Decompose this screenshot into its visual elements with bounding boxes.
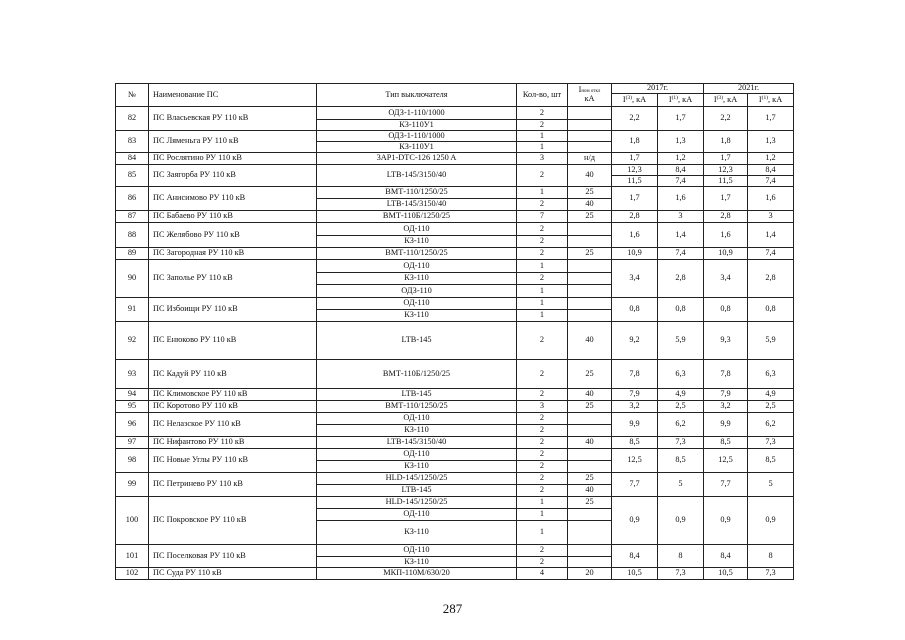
fault-current-2017-i1: 8,4 [658, 165, 704, 176]
fault-current-2017-i1: 1,2 [658, 153, 704, 165]
breaker-quantity: 1 [517, 131, 568, 142]
page-number: 287 [442, 601, 463, 616]
fault-current-2021-i1: 1,4 [748, 223, 794, 248]
breaker-type: ОД-110 [317, 223, 517, 236]
breaker-type: ОДЗ-1-110/1000 [317, 107, 517, 120]
fault-current-2017-i1: 7,3 [658, 568, 704, 580]
substation-name: ПС Енюково РУ 110 кВ [149, 322, 317, 360]
rated-breaking-current [568, 449, 612, 461]
breaker-quantity: 2 [517, 322, 568, 360]
row-number: 92 [116, 322, 149, 360]
substation-name: ПС Петринево РУ 110 кВ [149, 473, 317, 497]
substation-name: ПС Поселковая РУ 110 кВ [149, 545, 317, 568]
fault-current-2021-i3: 12,3 [704, 165, 748, 176]
fault-current-2017-i1: 1,3 [658, 131, 704, 153]
breaker-quantity: 2 [517, 120, 568, 131]
row-number: 96 [116, 413, 149, 437]
breaker-type: КЗ-110 [317, 425, 517, 437]
fault-current-2017-i3: 3,2 [612, 401, 658, 413]
fault-current-2021-i1: 1,3 [748, 131, 794, 153]
fault-current-2021-i1: 4,9 [748, 389, 794, 401]
breaker-type: ОД-110 [317, 509, 517, 521]
fault-current-2021-i1: 7,3 [748, 437, 794, 449]
header-num: № [116, 84, 149, 107]
substation-name: ПС Суда РУ 110 кВ [149, 568, 317, 580]
header-year-2021: 2021г. [704, 84, 794, 94]
breaker-quantity: 2 [517, 449, 568, 461]
fault-current-2017-i1: 7,4 [658, 248, 704, 260]
substation-name: ПС Климовское РУ 110 кВ [149, 389, 317, 401]
breaker-type: КЗ-110У1 [317, 120, 517, 131]
rated-breaking-current [568, 425, 612, 437]
breaker-type: КЗ-110 [317, 521, 517, 545]
fault-current-2017-i1: 1,4 [658, 223, 704, 248]
fault-current-2021-i1: 0,8 [748, 298, 794, 322]
fault-current-2021-i1: 1,6 [748, 187, 794, 211]
fault-current-2017-i3: 9,2 [612, 322, 658, 360]
substation-name: ПС Загородная РУ 110 кВ [149, 248, 317, 260]
header-quantity: Кол-во, шт [517, 84, 568, 107]
table-row [116, 413, 794, 425]
fault-current-2017-i1: 7,3 [658, 437, 704, 449]
fault-current-2021-i1: 7,3 [748, 568, 794, 580]
table-row [116, 568, 794, 580]
breaker-type: ВМТ-110Б/1250/25 [317, 360, 517, 389]
breaker-quantity: 3 [517, 401, 568, 413]
rated-breaking-current [568, 298, 612, 310]
breaker-type: ОД-110 [317, 545, 517, 557]
fault-current-2021-i3: 1,7 [704, 153, 748, 165]
fault-current-2021-i1: 5,9 [748, 322, 794, 360]
substation-name: ПС Рослятино РУ 110 кВ [149, 153, 317, 165]
breaker-quantity: 2 [517, 360, 568, 389]
fault-current-2017-i3: 1,7 [612, 153, 658, 165]
rated-breaking-current [568, 413, 612, 425]
table-row [116, 153, 794, 165]
header-substation-name: Наименование ПС [149, 84, 317, 107]
rated-breaking-current: 25 [568, 497, 612, 509]
fault-current-2017-i3: 8,4 [612, 545, 658, 568]
breaker-type: HLD-145/1250/25 [317, 497, 517, 509]
row-number: 91 [116, 298, 149, 322]
breaker-quantity: 1 [517, 521, 568, 545]
fault-current-2017-i1: 5,9 [658, 322, 704, 360]
fault-current-2017-i1: 8,5 [658, 449, 704, 473]
fault-current-2017-i3: 2,8 [612, 211, 658, 223]
breaker-type: LTB-145/3150/40 [317, 437, 517, 449]
breaker-type: КЗ-110 [317, 557, 517, 568]
fault-current-2021-i3: 2,2 [704, 107, 748, 131]
breaker-type: LTB-145 [317, 389, 517, 401]
rated-breaking-current [568, 557, 612, 568]
table-header [116, 84, 794, 107]
fault-current-2021-i3: 7,7 [704, 473, 748, 497]
header-2021-i3: $I^{(3)}$, кА [704, 94, 748, 107]
table-row [116, 165, 794, 176]
substation-name: ПС Нелазское РУ 110 кВ [149, 413, 317, 437]
table-row [116, 187, 794, 199]
row-number: 84 [116, 153, 149, 165]
breaker-quantity: 1 [517, 260, 568, 273]
substation-name: ПС Нифантово РУ 110 кВ [149, 437, 317, 449]
fault-current-2017-i3: 7,7 [612, 473, 658, 497]
rated-breaking-current [568, 107, 612, 120]
row-number: 87 [116, 211, 149, 223]
breaker-type: КЗ-110 [317, 273, 517, 285]
row-number: 93 [116, 360, 149, 389]
table-row [116, 389, 794, 401]
breaker-type: КЗ-110У1 [317, 142, 517, 153]
breaker-quantity: 2 [517, 557, 568, 568]
breaker-quantity: 7 [517, 211, 568, 223]
fault-current-2017-i3: 0,8 [612, 298, 658, 322]
breaker-quantity: 2 [517, 485, 568, 497]
fault-current-2017-i3: 10,5 [612, 568, 658, 580]
fault-current-2021-i1: 1,7 [748, 107, 794, 131]
fault-current-2017-i3: 3,4 [612, 260, 658, 298]
table-body [116, 107, 794, 580]
row-number: 95 [116, 401, 149, 413]
fault-current-2021-i3: 9,9 [704, 413, 748, 437]
breaker-quantity: 4 [517, 568, 568, 580]
fault-current-2017-i3: 12,5 [612, 449, 658, 473]
breaker-quantity: 2 [517, 437, 568, 449]
row-number: 94 [116, 389, 149, 401]
table-row [116, 545, 794, 557]
row-number: 101 [116, 545, 149, 568]
row-number: 97 [116, 437, 149, 449]
fault-current-2017-i1: 6,3 [658, 360, 704, 389]
row-number: 85 [116, 165, 149, 187]
breaker-quantity: 2 [517, 425, 568, 437]
substation-name: ПС Покровское РУ 110 кВ [149, 497, 317, 545]
breaker-type: КЗ-110 [317, 461, 517, 473]
fault-current-2017-i3: 1,6 [612, 223, 658, 248]
fault-current-2021-i1: 3 [748, 211, 794, 223]
breaker-type: ВМТ-110/1250/25 [317, 248, 517, 260]
breaker-quantity: 1 [517, 285, 568, 298]
row-number: 100 [116, 497, 149, 545]
substation-name: ПС Бабаево РУ 110 кВ [149, 211, 317, 223]
table-row [116, 298, 794, 310]
fault-current-2017-i3: 1,7 [612, 187, 658, 211]
fault-current-2021-i3: 3,4 [704, 260, 748, 298]
breaker-type: LTB-145/3150/40 [317, 165, 517, 187]
fault-current-2017-i3: 9,9 [612, 413, 658, 437]
rated-breaking-current [568, 120, 612, 131]
rated-breaking-current: н/д [568, 153, 612, 165]
breaker-type: LTB-145/3150/40 [317, 199, 517, 211]
table-row [116, 211, 794, 223]
substation-name: ПС Ляменьга РУ 110 кВ [149, 131, 317, 153]
breaker-quantity: 1 [517, 187, 568, 199]
rated-breaking-current [568, 509, 612, 521]
row-number: 90 [116, 260, 149, 298]
rated-breaking-current: 40 [568, 165, 612, 187]
breaker-type: HLD-145/1250/25 [317, 473, 517, 485]
fault-current-2021-i1: 5 [748, 473, 794, 497]
breaker-type: ОДЗ-110 [317, 285, 517, 298]
substation-name: ПС Коротово РУ 110 кВ [149, 401, 317, 413]
fault-current-2021-i1: 6,2 [748, 413, 794, 437]
breaker-type: LTB-145 [317, 485, 517, 497]
fault-current-2017-i1: 1,6 [658, 187, 704, 211]
fault-current-2017-i3: 8,5 [612, 437, 658, 449]
rated-breaking-current: 20 [568, 568, 612, 580]
header-rated-current-symbol: Iном откл [578, 85, 601, 95]
header-2021-i1: $I^{(1)}$, кА [748, 94, 794, 107]
fault-current-2017-i1: 2,8 [658, 260, 704, 298]
table-row [116, 473, 794, 485]
rated-breaking-current: 40 [568, 485, 612, 497]
rated-breaking-current [568, 521, 612, 545]
breaker-quantity: 1 [517, 298, 568, 310]
circuit-breaker-table [115, 83, 794, 580]
breaker-quantity: 1 [517, 310, 568, 322]
header-2017-i1: $I^{(1)}$, кА [658, 94, 704, 107]
fault-current-2017-i1: 5 [658, 473, 704, 497]
fault-current-2021-i3: 10,9 [704, 248, 748, 260]
breaker-quantity: 2 [517, 473, 568, 485]
table-row [116, 437, 794, 449]
breaker-quantity: 1 [517, 509, 568, 521]
fault-current-2021-i1: 2,5 [748, 401, 794, 413]
rated-breaking-current: 40 [568, 437, 612, 449]
breaker-quantity: 2 [517, 461, 568, 473]
fault-current-2021-i3: 2,8 [704, 211, 748, 223]
table-row [116, 223, 794, 236]
fault-current-2021-i1: 7,4 [748, 176, 794, 187]
row-number: 89 [116, 248, 149, 260]
table-row [116, 497, 794, 509]
row-number: 83 [116, 131, 149, 153]
breaker-type: ОД-110 [317, 449, 517, 461]
breaker-quantity: 2 [517, 165, 568, 187]
table-row [116, 401, 794, 413]
breaker-quantity: 2 [517, 107, 568, 120]
breaker-type: МКП-110М/630/20 [317, 568, 517, 580]
fault-current-2021-i3: 11,5 [704, 176, 748, 187]
breaker-type: ВМТ-110Б/1250/25 [317, 211, 517, 223]
row-number: 98 [116, 449, 149, 473]
rated-breaking-current [568, 461, 612, 473]
fault-current-2021-i3: 12,5 [704, 449, 748, 473]
fault-current-2021-i3: 1,7 [704, 187, 748, 211]
fault-current-2021-i1: 8,5 [748, 449, 794, 473]
substation-name: ПС Заполье РУ 110 кВ [149, 260, 317, 298]
breaker-quantity: 2 [517, 223, 568, 236]
breaker-quantity: 2 [517, 389, 568, 401]
substation-name: ПС Кадуй РУ 110 кВ [149, 360, 317, 389]
breaker-quantity: 2 [517, 248, 568, 260]
breaker-quantity: 2 [517, 273, 568, 285]
breaker-type: ВМТ-110/1250/25 [317, 187, 517, 199]
fault-current-2021-i3: 7,9 [704, 389, 748, 401]
row-number: 102 [116, 568, 149, 580]
breaker-type: КЗ-110 [317, 310, 517, 322]
rated-breaking-current: 25 [568, 187, 612, 199]
fault-current-2021-i1: 7,4 [748, 248, 794, 260]
rated-breaking-current: 40 [568, 389, 612, 401]
table-row [116, 248, 794, 260]
breaker-type: ОД-110 [317, 413, 517, 425]
breaker-quantity: 2 [517, 199, 568, 211]
rated-breaking-current [568, 223, 612, 236]
header-rated-current [568, 84, 612, 107]
breaker-type: ВМТ-110/1250/25 [317, 401, 517, 413]
breaker-type: ОД-110 [317, 298, 517, 310]
fault-current-2021-i3: 1,8 [704, 131, 748, 153]
rated-breaking-current [568, 260, 612, 273]
fault-current-2017-i1: 0,8 [658, 298, 704, 322]
table-row [116, 260, 794, 273]
table-row [116, 131, 794, 142]
row-number: 86 [116, 187, 149, 211]
row-number: 88 [116, 223, 149, 248]
rated-breaking-current: 25 [568, 211, 612, 223]
fault-current-2017-i1: 2,5 [658, 401, 704, 413]
fault-current-2017-i3: 10,9 [612, 248, 658, 260]
breaker-type: КЗ-110 [317, 236, 517, 248]
fault-current-2017-i3: 1,8 [612, 131, 658, 153]
breaker-quantity: 3 [517, 153, 568, 165]
breaker-type: LTB-145 [317, 322, 517, 360]
rated-breaking-current [568, 142, 612, 153]
substation-name: ПС Избоищи РУ 110 кВ [149, 298, 317, 322]
fault-current-2017-i3: 7,8 [612, 360, 658, 389]
rated-breaking-current: 25 [568, 473, 612, 485]
row-number: 99 [116, 473, 149, 497]
fault-current-2017-i3: 2,2 [612, 107, 658, 131]
fault-current-2017-i1: 1,7 [658, 107, 704, 131]
rated-breaking-current: 40 [568, 199, 612, 211]
fault-current-2021-i1: 6,3 [748, 360, 794, 389]
table-row [116, 449, 794, 461]
fault-current-2021-i3: 1,6 [704, 223, 748, 248]
rated-breaking-current [568, 545, 612, 557]
header-year-2017: 2017г. [612, 84, 704, 94]
fault-current-2021-i1: 1,2 [748, 153, 794, 165]
fault-current-2017-i3: 7,9 [612, 389, 658, 401]
rated-breaking-current [568, 273, 612, 285]
table-row [116, 107, 794, 120]
rated-breaking-current: 40 [568, 322, 612, 360]
rated-breaking-current: 25 [568, 248, 612, 260]
substation-name: ПС Анисимово РУ 110 кВ [149, 187, 317, 211]
breaker-quantity: 2 [517, 545, 568, 557]
table-row [116, 322, 794, 360]
rated-breaking-current [568, 310, 612, 322]
substation-name: ПС Заягорба РУ 110 кВ [149, 165, 317, 187]
fault-current-2021-i3: 9,3 [704, 322, 748, 360]
fault-current-2021-i3: 0,9 [704, 497, 748, 545]
fault-current-2021-i3: 8,4 [704, 545, 748, 568]
substation-name: ПС Власьевская РУ 110 кВ [149, 107, 317, 131]
fault-current-2017-i1: 8 [658, 545, 704, 568]
rated-breaking-current [568, 131, 612, 142]
fault-current-2021-i1: 2,8 [748, 260, 794, 298]
fault-current-2021-i3: 10,5 [704, 568, 748, 580]
breaker-quantity: 1 [517, 497, 568, 509]
rated-breaking-current: 25 [568, 360, 612, 389]
breaker-quantity: 2 [517, 236, 568, 248]
fault-current-2021-i3: 8,5 [704, 437, 748, 449]
breaker-quantity: 1 [517, 142, 568, 153]
breaker-type: ОДЗ-1-110/1000 [317, 131, 517, 142]
rated-breaking-current [568, 285, 612, 298]
fault-current-2021-i3: 3,2 [704, 401, 748, 413]
breaker-quantity: 2 [517, 413, 568, 425]
breaker-type: ОД-110 [317, 260, 517, 273]
fault-current-2021-i1: 8 [748, 545, 794, 568]
row-number: 82 [116, 107, 149, 131]
substation-name: ПС Новые Углы РУ 110 кВ [149, 449, 317, 473]
header-rated-current-unit: кА [584, 94, 595, 103]
fault-current-2021-i3: 0,8 [704, 298, 748, 322]
fault-current-2021-i1: 8,4 [748, 165, 794, 176]
rated-breaking-current [568, 236, 612, 248]
fault-current-2017-i3: 11,5 [612, 176, 658, 187]
fault-current-2021-i1: 0,9 [748, 497, 794, 545]
fault-current-2017-i1: 6,2 [658, 413, 704, 437]
rated-breaking-current: 25 [568, 401, 612, 413]
header-breaker-type: Тип выключателя [317, 84, 517, 107]
breaker-type: 3AP1-DTC-126 1250 A [317, 153, 517, 165]
fault-current-2017-i1: 0,9 [658, 497, 704, 545]
fault-current-2017-i1: 7,4 [658, 176, 704, 187]
table-row [116, 360, 794, 389]
fault-current-2017-i1: 4,9 [658, 389, 704, 401]
substation-name: ПС Желябово РУ 110 кВ [149, 223, 317, 248]
fault-current-2017-i1: 3 [658, 211, 704, 223]
fault-current-2017-i3: 0,9 [612, 497, 658, 545]
fault-current-2017-i3: 12,3 [612, 165, 658, 176]
header-2017-i3: $I^{(3)}$, кА [612, 94, 658, 107]
fault-current-2021-i3: 7,8 [704, 360, 748, 389]
